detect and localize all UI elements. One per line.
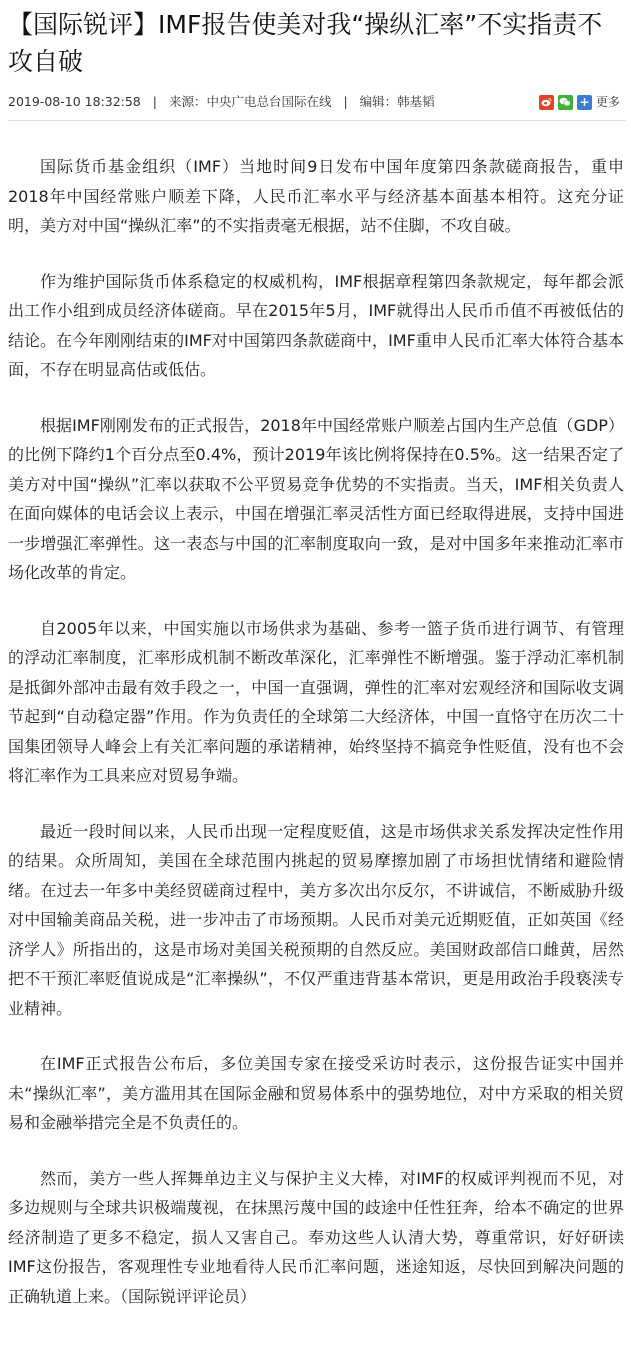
article-title: 【国际锐评】IMF报告使美对我“操纵汇率”不实指责不攻自破	[8, 10, 603, 76]
paragraph: 在IMF正式报告公布后，多位美国专家在接受采访时表示，这份报告证实中国并未“操纵汇率”，美方滥用其在国际金融和贸易体系中的强势地位，对中方采取的相关贸易和金融举措完全是不负责任的。	[8, 1054, 624, 1132]
plus-icon[interactable]: +	[577, 95, 592, 110]
paragraph: 然而，美方一些人挥舞单边主义与保护主义大棒，对IMF的权威评判视而不见，对多边规则与全球共识极端蔑视，在抹黑污蔑中国的歧途中任性狂奔，给本不确定的世界经济制造了更多不稳定，损人又害自己。奉劝这些人认清大势，尊重常识，好好研读IMF这份报告，客观理性专业地看待人民币汇率问题，迷途知返，尽快回到解决问题的正确轨道上来。（国际锐评评论员）	[8, 1168, 624, 1306]
share-more-label[interactable]: 更多	[595, 95, 620, 109]
meta-separator: |	[152, 94, 157, 109]
article-meta	[8, 92, 626, 112]
wechat-glyph	[559, 97, 571, 107]
article-editor: 编辑：韩基韬	[359, 94, 435, 109]
article-source: 来源：中央广电总台国际在线	[168, 94, 332, 109]
share-bar	[539, 92, 620, 112]
wechat-icon[interactable]	[558, 95, 573, 110]
paragraph: 作为维护国际货币体系稳定的权威机构，IMF根据章程第四条款规定，每年都会派出工作小组到成员经济体磋商。早在2015年5月，IMF就得出人民币币值不再被低估的结论。在今年刚刚结束的IMF对中国第四条款磋商中，IMF重申人民币汇率大体符合基本面，不存在明显高估或低估。	[8, 271, 624, 379]
article-body	[8, 152, 624, 1337]
paragraph: 根据IMF刚刚发布的正式报告，2018年中国经常账户顺差占国内生产总值（GDP）的比例下降约1个百分点至0.4%，预计2019年该比例将保持在0.5%。这一结果否定了美方对中国“操纵”汇率以获取不公平贸易竞争优势的不实指责。当天，IMF相关负责人在面向媒体的电话会议上表示，中国在增强汇率灵活性方面已经取得进展，支持中国进一步增强汇率弹性。这一表态与中国的汇率制度取向一致，是对中国多年来推动汇率市场化改革的肯定。	[8, 415, 624, 582]
weibo-icon[interactable]	[539, 95, 554, 110]
paragraph: 自2005年以来，中国实施以市场供求为基础、参考一篮子货币进行调节、有管理的浮动汇率制度，汇率形成机制不断改革深化，汇率弹性不断增强。鉴于浮动汇率机制是抵御外部冲击最有效手段之一，中国一直强调，弹性的汇率对宏观经济和国际收支调节起到“自动稳定器”作用。作为负责任的全球第二大经济体，中国一直恪守在历次二十国集团领导人峰会上有关汇率问题的承诺精神，始终坚持不搞竞争性贬值，没有也不会将汇率作为工具来应对贸易争端。	[8, 618, 624, 785]
weibo-glyph	[541, 97, 552, 107]
meta-divider	[8, 120, 626, 121]
publish-date: 2019-08-10 18:32:58	[8, 94, 141, 109]
meta-separator: |	[343, 94, 348, 109]
paragraph: 最近一段时间以来，人民币出现一定程度贬值，这是市场供求关系发挥决定性作用的结果。众所周知，美国在全球范围内挑起的贸易摩擦加剧了市场担忧情绪和避险情绪。在过去一年多中美经贸磋商过程中，美方多次出尔反尔，不讲诚信，不断威胁升级对中国输美商品关税，进一步冲击了市场预期。人民币对美元近期贬值，正如英国《经济学人》所指出的，这是市场对美国关税预期的自然反应。美国财政部信口雌黄，居然把不干预汇率贬值说成是“汇率操纵”，不仅严重违背基本常识，更是用政治手段亵渎专业精神。	[8, 821, 624, 1018]
paragraph: 国际货币基金组织（IMF）当地时间9日发布中国年度第四条款磋商报告，重申2018年中国经常账户顺差下降，人民币汇率水平与经济基本面基本相符。这充分证明，美方对中国“操纵汇率”的不实指责毫无根据，站不住脚，不攻自破。	[8, 157, 624, 235]
